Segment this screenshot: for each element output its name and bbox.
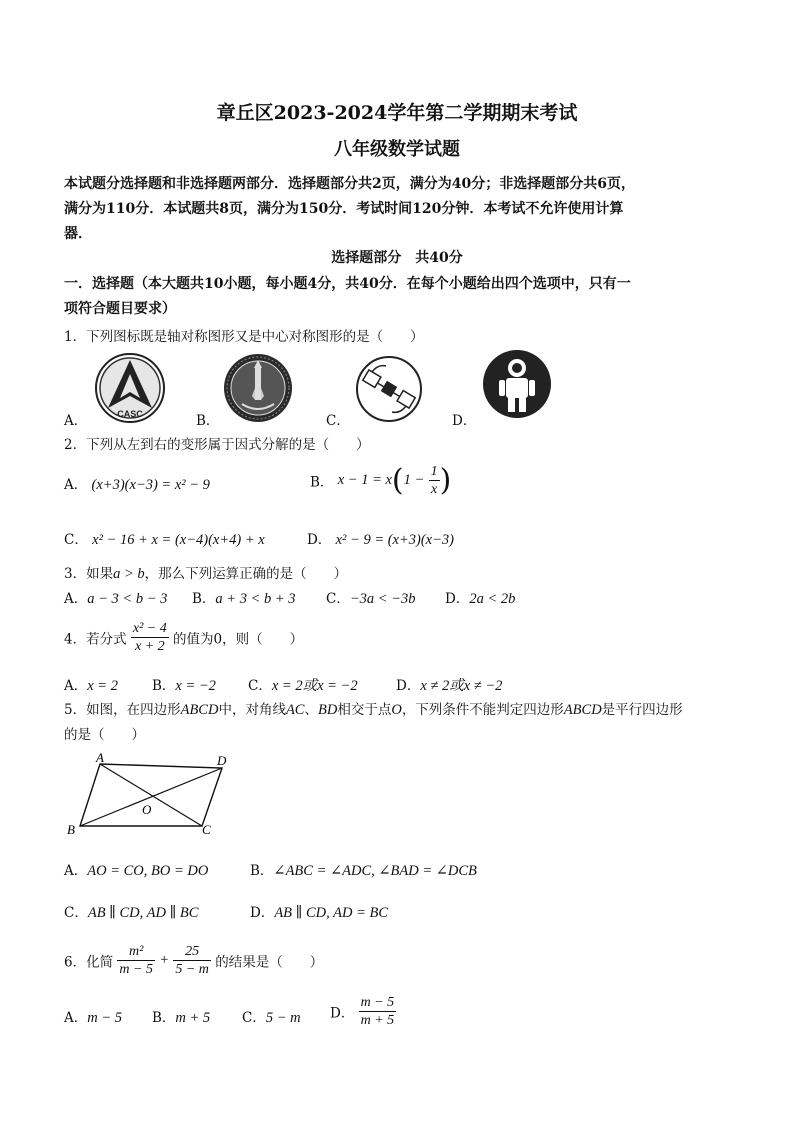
q5-option-a — [64, 859, 208, 880]
option-label: A． — [64, 1010, 88, 1026]
option-label: D． — [330, 1005, 355, 1022]
fraction-numerator: 1 — [430, 464, 438, 479]
option-expression: (x+3)(x−3) = x² − 9 — [91, 477, 210, 493]
fraction-denominator: x — [431, 482, 438, 497]
question-5-stem-line2: 的是（ ） — [64, 727, 145, 743]
option-label: A． — [64, 678, 88, 694]
q5-option-c — [64, 901, 198, 922]
stem-math: BD — [317, 702, 338, 718]
q5-parallelogram-figure — [62, 750, 242, 844]
stem-text: 的结果是（ ） — [215, 954, 324, 971]
q1-logo-b-rocket — [222, 352, 294, 428]
fraction-numerator: m − 5 — [360, 995, 395, 1010]
stem-text: 、 — [304, 702, 318, 718]
stem-math: a > b — [113, 566, 145, 582]
option-expression: x ≠ 2或x ≠ −2 — [420, 678, 503, 694]
option-expression: m + 5 — [175, 1010, 211, 1026]
question-1-stem: 1．下列图标既是轴对称图形又是中心对称图形的是（ ） — [64, 329, 424, 345]
option-expression: AB ∥ CD, AD = BC — [274, 905, 389, 921]
option-label: D． — [396, 678, 421, 694]
q6-option-a — [64, 1006, 122, 1027]
q2-option-c — [64, 528, 265, 549]
option-label: B． — [250, 863, 274, 879]
option-expression: x − 1 = x — [337, 472, 392, 488]
section-heading: 选择题部分 共40分 — [331, 250, 463, 266]
option-expression-inner: 1 − — [403, 472, 425, 488]
option-label: C． — [248, 678, 272, 694]
stem-text: 4．若分式 — [64, 631, 127, 648]
q1-option-d-label: D． — [452, 413, 477, 429]
fraction-numerator: 25 — [173, 943, 211, 961]
exam-instructions — [64, 172, 744, 247]
q2-option-d — [307, 528, 454, 549]
option-label: C． — [326, 591, 350, 607]
q4-option-d — [396, 674, 502, 695]
q1-option-b-label: B． — [196, 413, 220, 429]
fraction — [359, 994, 397, 1029]
q6-option-c — [242, 1006, 301, 1027]
stem-text: ，下列条件不能判定四边形 — [401, 702, 564, 718]
q3-option-d — [445, 587, 515, 608]
fraction-numerator: x² − 4 — [132, 621, 167, 636]
option-expression: x² − 9 = (x+3)(x−3) — [335, 532, 454, 548]
fraction — [429, 463, 440, 498]
q3-option-c — [326, 587, 415, 608]
option-expression: x = 2 — [87, 678, 118, 694]
q2-option-b — [310, 463, 451, 498]
option-label: D． — [307, 532, 332, 548]
part-instructions — [64, 272, 631, 322]
option-expression: −3a < −3b — [349, 591, 416, 607]
part-line: 项符合题目要求） — [64, 301, 176, 317]
option-expression: ∠ABC = ∠ADC, ∠BAD = ∠DCB — [273, 863, 477, 879]
fraction-numerator: m² — [117, 943, 155, 961]
option-label: D． — [250, 905, 275, 921]
vertex-label-b: B — [67, 822, 75, 837]
part-line: 一．选择题（本大题共10小题，每小题4分，共40分．在每个小题给出四个选项中，只有一 — [64, 276, 631, 292]
vertex-label-c: C — [202, 822, 211, 837]
question-4-stem — [64, 620, 303, 655]
q4-option-a — [64, 674, 118, 695]
instructions-line: 器． — [64, 226, 92, 242]
fraction-denominator: m − 5 — [119, 962, 153, 977]
fraction-denominator: 5 − m — [175, 962, 209, 977]
question-3-stem — [64, 562, 347, 583]
option-expression: x = −2 — [175, 678, 216, 694]
option-label: C． — [64, 532, 88, 548]
vertex-label-d: D — [217, 753, 227, 768]
option-expression: 2a < 2b — [469, 591, 516, 607]
q2-option-a — [64, 473, 210, 494]
option-expression: AO = CO, BO = DO — [87, 863, 209, 879]
question-5-stem — [64, 698, 683, 719]
q1-logo-a-casc — [94, 352, 166, 428]
option-expression: m − 5 — [87, 1010, 123, 1026]
q3-option-b — [192, 587, 296, 608]
instructions-line: 满分为110分．本试题共8页，满分为150分．考试时间120分钟．本考试不允许使用计算 — [64, 201, 624, 217]
stem-text: ，那么下列运算正确的是（ ） — [144, 566, 348, 582]
stem-text: 3．如果 — [64, 566, 114, 582]
option-label: A． — [64, 477, 88, 493]
stem-text: 相交于点 — [337, 702, 392, 718]
stem-math: O — [391, 702, 402, 718]
stem-math: ABCD — [563, 702, 602, 718]
option-expression: a − 3 < b − 3 — [87, 591, 168, 607]
stem-text: 6．化简 — [64, 954, 114, 971]
fraction — [131, 620, 169, 655]
option-label: C． — [64, 905, 88, 921]
q1-option-a-label: A． — [64, 413, 88, 429]
instructions-line: 本试题分选择题和非选择题两部分．选择题部分共2页，满分为40分；非选择题部分共6页， — [64, 176, 635, 192]
vertex-label-a: A — [96, 750, 104, 765]
fraction — [117, 943, 155, 978]
fraction-denominator: m + 5 — [360, 1013, 395, 1028]
option-expression: 5 − m — [265, 1010, 301, 1026]
q1-option-c-label: C． — [326, 413, 350, 429]
option-label: B． — [192, 591, 216, 607]
option-expression: a + 3 < b + 3 — [215, 591, 296, 607]
center-label-o: O — [142, 802, 152, 817]
plus-sign: + — [159, 952, 170, 968]
exam-title: 章丘区2023-2024学年第二学期期末考试 — [216, 102, 578, 124]
option-expression: x = 2或x = −2 — [271, 678, 358, 694]
option-expression: x² − 16 + x = (x−4)(x+4) + x — [92, 532, 265, 548]
option-label: A． — [64, 863, 88, 879]
stem-text: 5．如图，在四边形 — [64, 702, 181, 718]
exam-subtitle: 八年级数学试题 — [334, 139, 460, 160]
stem-text: 中，对角线 — [218, 702, 286, 718]
fraction-denominator: x + 2 — [134, 639, 165, 654]
option-label: B． — [152, 678, 176, 694]
option-label: B． — [310, 474, 334, 491]
option-label: C． — [242, 1010, 266, 1026]
stem-text: 是平行四边形 — [601, 702, 683, 718]
q1-logo-c-satellite — [354, 354, 424, 428]
stem-text: 的值为0，则（ ） — [173, 631, 304, 648]
option-expression: AB ∥ CD, AD ∥ BC — [87, 905, 199, 921]
left-paren: ( — [391, 463, 404, 498]
option-label: A． — [64, 591, 88, 607]
q4-option-c — [248, 674, 358, 695]
q5-option-b — [250, 859, 477, 880]
right-paren: ) — [439, 463, 452, 498]
q6-option-b — [152, 1006, 210, 1027]
option-label: D． — [445, 591, 470, 607]
question-2-stem: 2．下列从左到右的变形属于因式分解的是（ ） — [64, 437, 370, 453]
q3-option-a — [64, 587, 167, 608]
casc-logo-text: CASC — [117, 409, 143, 419]
stem-math: ABCD — [180, 702, 219, 718]
question-6-stem — [64, 943, 323, 978]
q1-logo-d-astronaut — [482, 348, 552, 424]
q6-option-d — [330, 994, 396, 1029]
stem-math: AC — [285, 702, 305, 718]
option-label: B． — [152, 1010, 176, 1026]
q4-option-b — [152, 674, 216, 695]
fraction — [173, 943, 211, 978]
q5-option-d — [250, 901, 388, 922]
